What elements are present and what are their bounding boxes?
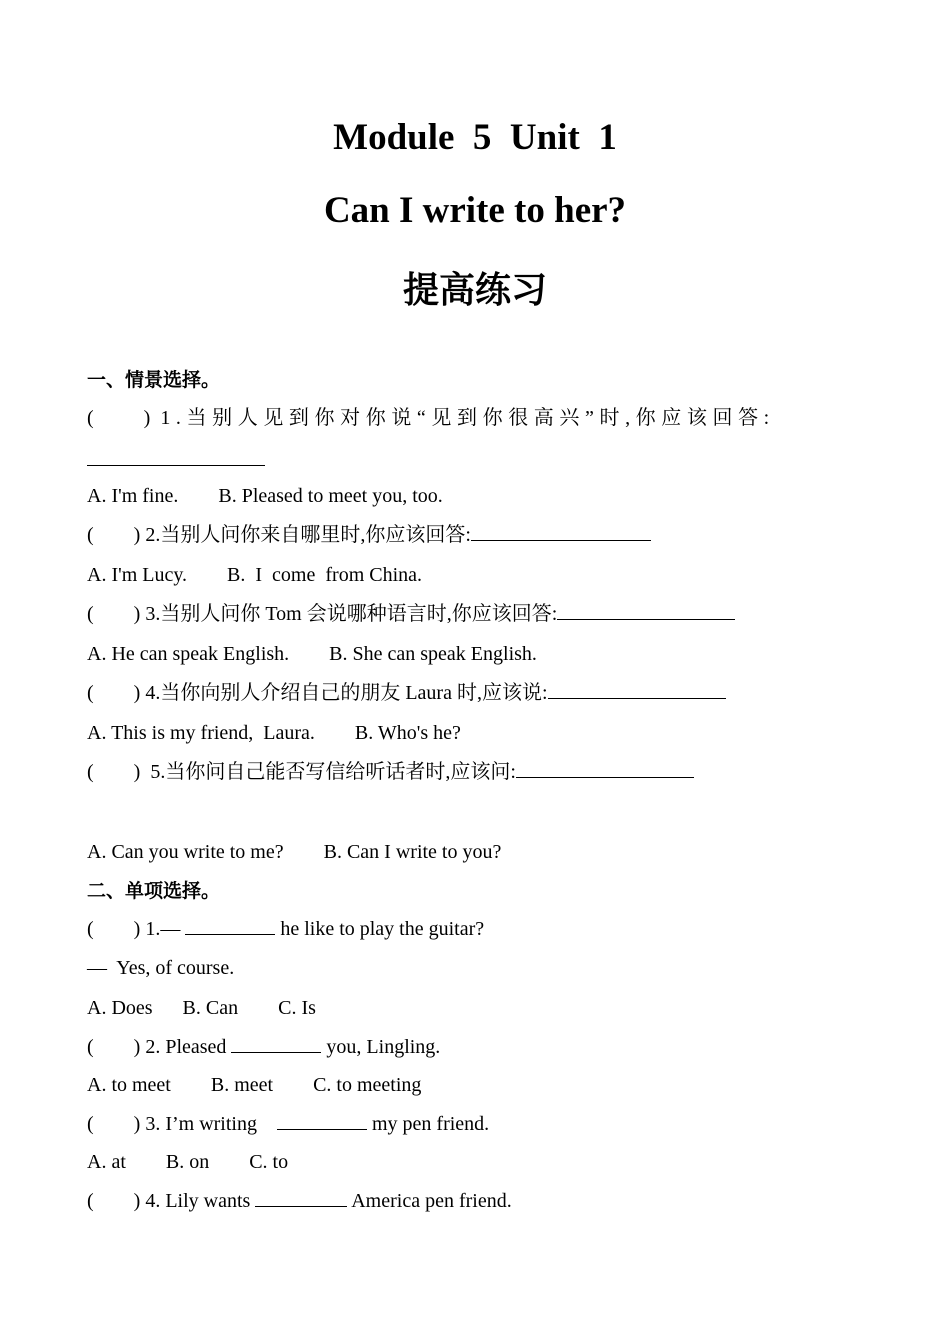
answer-blank[interactable] (231, 1034, 321, 1053)
answer-blank[interactable] (516, 759, 694, 778)
answer-blank[interactable] (87, 447, 265, 466)
s1-q5-paren: ( ) (87, 761, 141, 783)
s2-q1-options: A. Does B. Can C. Is (87, 997, 316, 1019)
title-module: Module 5 Unit 1 (333, 117, 617, 158)
s1-q5 (87, 759, 694, 785)
s1-q2 (87, 522, 651, 548)
s1-q4-options: A. This is my friend, Laura. B. Who's he? (87, 722, 461, 744)
s1-q5-options: A. Can you write to me? B. Can I write to you? (87, 841, 502, 863)
s2-q2-paren: ( ) (87, 1036, 141, 1058)
title-practice: 提高练习 (402, 270, 547, 311)
answer-blank[interactable] (557, 601, 735, 620)
s2-q4-before: 4. Lily wants (145, 1190, 256, 1212)
title-lesson: Can I write to her? (323, 190, 627, 231)
s1-q3-paren: ( ) (87, 603, 141, 625)
s2-q3-before: 3. I’m writing (145, 1113, 277, 1135)
answer-blank[interactable] (471, 522, 651, 541)
s1-q2-text: 2.当别人问你来自哪里时,你应该回答: (145, 524, 471, 546)
s1-q1-paren: ( ) (87, 407, 151, 429)
s1-q4-paren: ( ) (87, 682, 141, 704)
s1-q1-options: A. I'm fine. B. Pleased to meet you, too. (87, 485, 443, 507)
s1-q1-text: 1.当别人见到你对你说“见到你很高兴”时,你应该回答: (160, 407, 775, 429)
s1-q3 (87, 601, 735, 627)
s2-q1-before: 1.— (145, 918, 186, 940)
s2-q1-reply: — Yes, of course. (87, 957, 235, 979)
s1-q1 (87, 405, 775, 431)
s1-q4-text: 4.当你向别人介绍自己的朋友 Laura 时,应该说: (145, 682, 548, 704)
s2-q4-paren: ( ) (87, 1190, 141, 1212)
s2-q4 (87, 1188, 512, 1214)
s2-q2-after: you, Lingling. (321, 1036, 441, 1058)
section2-heading: 二、单项选择。 (87, 880, 221, 902)
s1-q4 (87, 680, 726, 706)
answer-blank[interactable] (548, 680, 726, 699)
s2-q1 (87, 916, 484, 942)
s1-q3-options: A. He can speak English. B. She can speak English. (87, 643, 537, 665)
answer-blank[interactable] (255, 1188, 347, 1207)
answer-blank[interactable] (185, 916, 275, 935)
s2-q3 (87, 1111, 489, 1137)
answer-blank[interactable] (277, 1111, 367, 1130)
s2-q1-after: he like to play the guitar? (275, 918, 485, 940)
s2-q3-after: my pen friend. (366, 1113, 490, 1135)
s2-q3-options: A. at B. on C. to (87, 1151, 289, 1173)
s2-q3-paren: ( ) (87, 1113, 141, 1135)
s1-q2-options: A. I'm Lucy. B. I come from China. (87, 564, 423, 586)
s2-q4-after: America pen friend. (347, 1190, 512, 1212)
s1-q2-paren: ( ) (87, 524, 141, 546)
s2-q2-options: A. to meet B. meet C. to meeting (87, 1074, 422, 1096)
s2-q1-paren: ( ) (87, 918, 141, 940)
s2-q2 (87, 1034, 440, 1060)
s2-q2-before: 2. Pleased (145, 1036, 232, 1058)
s1-q1-answer-line[interactable] (87, 447, 265, 473)
s1-q5-text: 5.当你问自己能否写信给听话者时,应该问: (150, 761, 516, 783)
section1-heading: 一、情景选择。 (87, 369, 221, 391)
s1-q3-text: 3.当别人问你 Tom 会说哪种语言时,你应该回答: (145, 603, 558, 625)
